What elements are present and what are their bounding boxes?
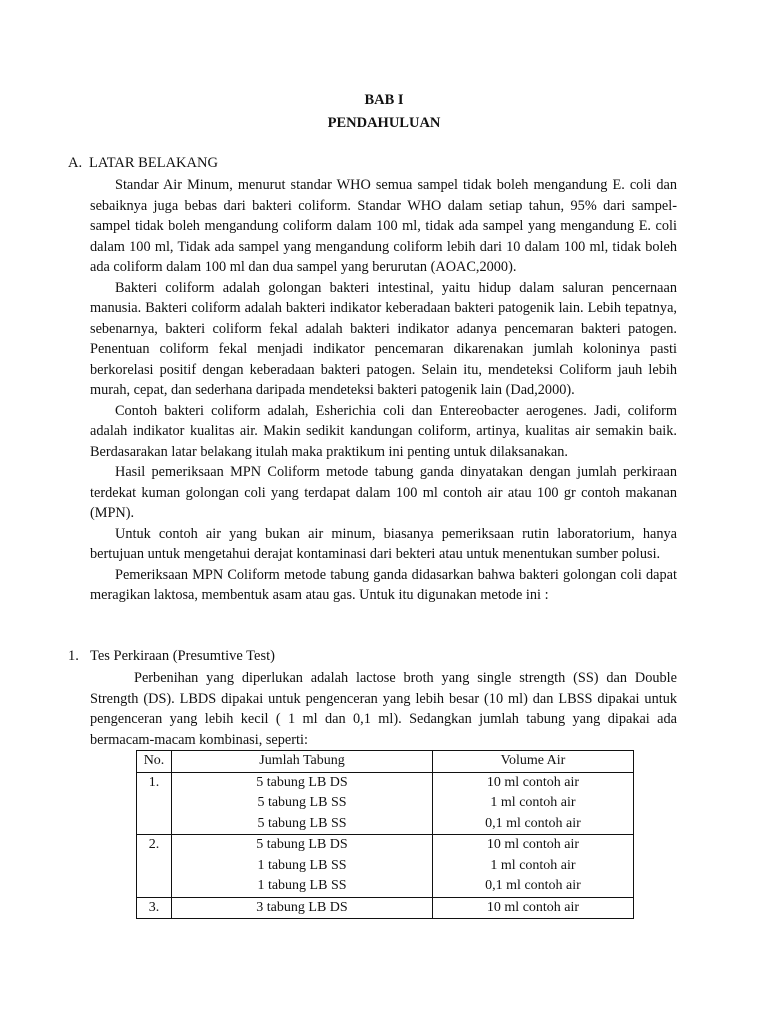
tube-cell: [172, 772, 433, 835]
row-number: 3.: [137, 897, 172, 919]
section-label: A.: [68, 155, 83, 171]
column-header-volume: Volume Air: [433, 751, 634, 773]
section-heading: [68, 155, 218, 172]
volume-entry: 10 ml contoh air: [486, 837, 580, 852]
paragraph: Contoh bakteri coliform adalah, Esherichia coli dan Entereobacter aerogenes. Jadi, coliform adalah indikator kualitas air. Makin sedikit kandungan coliform, artinya, kualitas air semakin baik. Berdasarakan latar belakang itulah maka praktikum ini penting untuk dilaksanakan.: [90, 402, 677, 460]
chapter-number: BAB I: [364, 92, 404, 108]
volume-entry: 10 ml contoh air: [486, 899, 580, 915]
tube-entry: 1 tabung LB SS: [257, 857, 347, 873]
tube-cell: [172, 897, 433, 919]
volume-entry: 1 ml contoh air: [490, 857, 576, 873]
tube-cell: [172, 835, 433, 898]
paragraph: Pemeriksaan MPN Coliform metode tabung ganda didasarkan bahwa bakteri golongan coli dapat meragikan laktosa, membentuk asam atau gas. Untuk itu digunakan metode ini :: [90, 566, 677, 603]
table-header-row: [137, 751, 634, 773]
volume-cell: [433, 835, 634, 898]
table-row: [137, 772, 634, 835]
paragraph: Bakteri coliform adalah golongan bakteri intestinal, yaitu hidup dalam saluran pencernaan manusia. Bakteri coliform adalah bakteri indikator keberadaan bakteri patogenik lain. Lebih tepatnya, sebenarnya, bakteri coliform fekal adalah bakteri indikator adanya pencemaran bakteri patogen. Penentuan coliform fekal menjadi indikator pencemaran dikarenakan jumlah koloninya pasti berkorelasi positif dengan keberadaan bakteri patogen. Selain itu, mendeteksi Coliform jauh lebih murah, cepat, dan sederhana daripada mendeteksi bakteri patogenik lain (Dad,2000).: [90, 279, 677, 398]
section-body: [90, 175, 677, 606]
paragraph: Perbenihan yang diperlukan adalah lactose broth yang single strength (SS) dan Double Strength (DS). LBDS dipakai untuk pengenceran yang lebih besar (10 ml) dan LBSS dipakai untuk pengenceran yang lebih kecil ( 1 ml dan 0,1 ml). Sedangkan jumlah tabung yang dipakai ada bermacam-macam kombinasi, seperti:: [90, 670, 677, 748]
paragraph: Hasil pemeriksaan MPN Coliform metode tabung ganda dinyatakan dengan jumlah perkiraan terdekat kuman golongan coli yang terdapat dalam 100 ml contoh air atau 100 gr contoh makanan (MPN).: [90, 464, 677, 521]
tube-combination-table: [136, 750, 634, 919]
table-row: [137, 897, 634, 919]
tube-entry: 5 tabung LB DS: [256, 774, 348, 790]
row-number: 2.: [137, 835, 172, 898]
volume-entry: 10 ml contoh air: [486, 774, 580, 790]
list-item-title: Tes Perkiraan (Presumtive Test): [90, 648, 275, 664]
volume-entry: 0,1 ml contoh air: [485, 815, 581, 831]
paragraph: Untuk contoh air yang bukan air minum, biasanya pemeriksaan rutin laboratorium, hanya bertujuan untuk mengetahui derajat kontaminasi dari bekteri atau untuk menentukan sumber polusi.: [90, 525, 677, 562]
row-number: 1.: [137, 772, 172, 835]
tube-entry: 3 tabung LB DS: [256, 899, 348, 915]
paragraph: Standar Air Minum, menurut standar WHO semua sampel tidak boleh mengandung E. coli dan sebaiknya juga bebas dari bakteri coliform. Standar WHO dalam setiap tahun, 95% dari sampel-sampel tidak boleh mengandung coliform dalam 100 ml, tidak ada sampel yang mengandung E. coli dalam 100 ml, Tidak ada sampel yang mengandung coliform lebih dari 10 dalam 100 ml, tidak boleh ada coliform dalam 100 ml dan dua sampel yang berurutan (AOAC,2000).: [90, 177, 677, 275]
chapter-title: PENDAHULUAN: [327, 115, 441, 131]
volume-entry: 1 ml contoh air: [490, 795, 576, 810]
list-item-body: [90, 668, 677, 750]
table-row: [137, 835, 634, 898]
volume-cell: [433, 897, 634, 919]
tube-entry: 5 tabung LB SS: [257, 815, 347, 831]
section-title: LATAR BELAKANG: [89, 155, 218, 171]
list-item-label: 1.: [68, 648, 79, 664]
column-header-tubes: Jumlah Tabung: [172, 751, 433, 773]
column-header-no: No.: [137, 751, 172, 773]
tube-entry: 1 tabung LB SS: [257, 878, 347, 893]
volume-cell: [433, 772, 634, 835]
volume-entry: 0,1 ml contoh air: [485, 878, 581, 893]
list-item-heading: [68, 648, 275, 665]
tube-entry: 5 tabung LB DS: [256, 837, 348, 852]
tube-entry: 5 tabung LB SS: [257, 795, 347, 810]
